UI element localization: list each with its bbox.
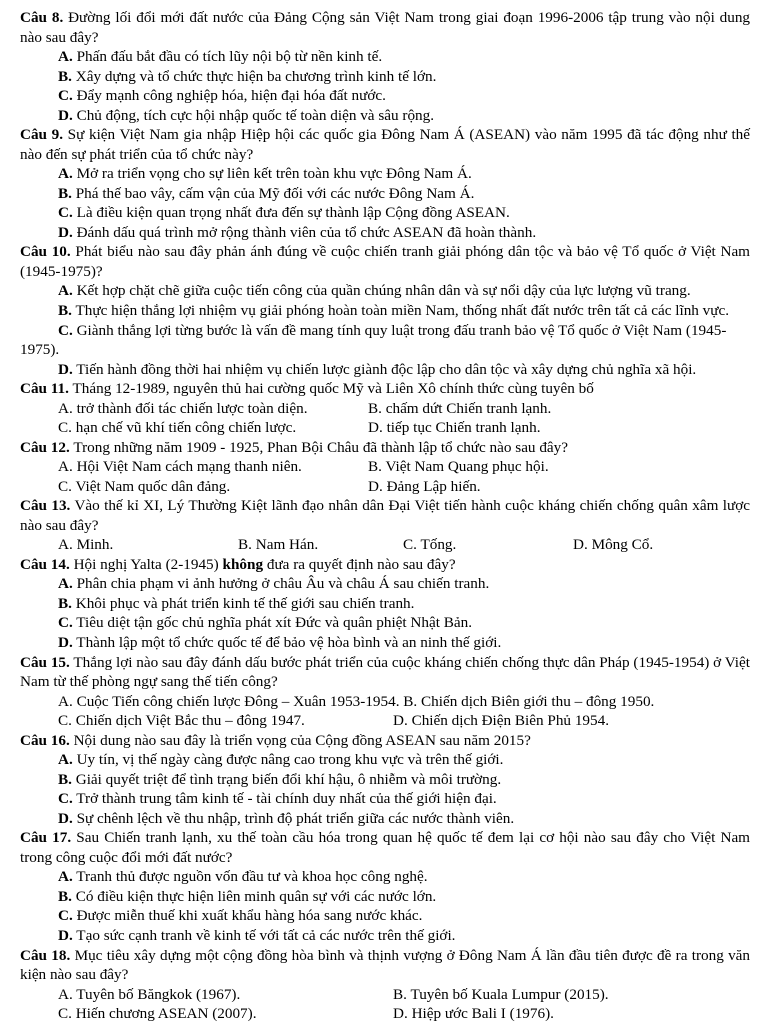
- option-text: Tuyên bố Băngkok (1967).: [76, 985, 241, 1003]
- option-text: Việt Nam Quang phục hội.: [385, 458, 549, 476]
- answer-option[interactable]: [20, 86, 750, 106]
- option-text: Giải quyết triệt để tình trạng biến đổi khí hậu, ô nhiễm và môi trường.: [75, 770, 502, 788]
- question-block: [20, 125, 750, 242]
- option-text: Phá thế bao vây, cấm vận của Mỹ đối với các nước Đông Nam Á.: [75, 184, 475, 202]
- option-text: Phân chia phạm vi ảnh hưởng ở châu Âu và châu Á sau chiến tranh.: [76, 575, 490, 593]
- question-block: [20, 946, 750, 1024]
- answer-option[interactable]: [58, 418, 368, 438]
- question-number: Câu 16.: [20, 731, 70, 749]
- option-label: C.: [58, 907, 73, 925]
- question-number: Câu 18.: [20, 946, 71, 964]
- option-label: A.: [58, 165, 73, 183]
- option-text: hạn chế vũ khí tiến công chiến lược.: [75, 419, 297, 437]
- answer-option[interactable]: [393, 1004, 554, 1024]
- question-number: Câu 15.: [20, 653, 70, 671]
- answer-option[interactable]: [393, 985, 609, 1005]
- option-text: Chiến dịch Điện Biên Phủ 1954.: [411, 712, 609, 730]
- option-text: Sự chênh lệch về thu nhập, trình độ phát triển giữa các nước thành viên.: [76, 809, 515, 827]
- question-text: Phát biểu nào sau đây phản ánh đúng về cuộc chiến tranh giải phóng dân tộc và bảo vệ Tổ quốc ở Việt Nam (1945-1975)?: [20, 243, 750, 280]
- option-label: C.: [58, 321, 73, 339]
- answer-option[interactable]: [58, 399, 368, 419]
- option-text: Mông Cổ.: [591, 536, 654, 554]
- question-text: Sự kiện Việt Nam gia nhập Hiệp hội các quốc gia Đông Nam Á (ASEAN) vào năm 1995 đã tác động như thế nào đến sự phát triển của tổ chức này?: [20, 126, 750, 163]
- option-text: Hiệp ước Bali I (1976).: [411, 1005, 554, 1023]
- option-row: [20, 399, 750, 419]
- answer-option[interactable]: [368, 418, 541, 438]
- question-stem: [20, 379, 750, 399]
- question-text: Nội dung nào sau đây là triển vọng của Cộng đồng ASEAN sau năm 2015?: [73, 731, 531, 749]
- option-label: B.: [403, 692, 418, 710]
- option-label: A.: [58, 399, 73, 417]
- option-label: C.: [58, 477, 72, 495]
- answer-option[interactable]: [368, 477, 481, 497]
- question-text-part: đưa ra quyết định nào sau đây?: [263, 555, 456, 573]
- answer-option[interactable]: [20, 750, 750, 770]
- option-row: [20, 418, 750, 438]
- question-text: Thắng lợi nào sau đây đánh dấu bước phát triển của cuộc kháng chiến chống thực dân Pháp (1945-1954) ở Việt Nam từ thế phòng ngự sang thế tiến công?: [20, 653, 750, 691]
- answer-option[interactable]: [20, 47, 750, 67]
- option-row: [20, 711, 750, 731]
- option-text: Thành lập một tổ chức quốc tế để bảo vệ hòa bình và an ninh thế giới.: [76, 634, 502, 651]
- option-label: B.: [238, 536, 252, 554]
- question-stem: [20, 653, 750, 692]
- question-number: Câu 17.: [20, 829, 72, 847]
- answer-option[interactable]: [573, 535, 653, 555]
- option-text: Uy tín, vị thế ngày càng được nâng cao trong khu vực và trên thế giới.: [76, 751, 504, 769]
- option-label: D.: [58, 223, 73, 241]
- option-text: Được miễn thuế khi xuất khẩu hàng hóa sang nước khác.: [76, 907, 423, 925]
- option-text: trở thành đối tác chiến lược toàn diện.: [76, 399, 308, 417]
- option-row: [20, 535, 750, 555]
- answer-option[interactable]: [58, 1004, 393, 1024]
- option-text: chấm dứt Chiến tranh lạnh.: [385, 399, 552, 417]
- question-stem: [20, 828, 750, 867]
- option-text: Tạo sức cạnh tranh về kinh tế với tất cả các nước trên thế giới.: [76, 926, 456, 944]
- question-stem: [20, 438, 750, 458]
- option-label: A.: [58, 985, 73, 1003]
- answer-option[interactable]: [20, 67, 750, 87]
- option-text: Phấn đấu bắt đầu có tích lũy nội bộ từ nền kinh tế.: [76, 48, 383, 66]
- option-label: A.: [58, 751, 73, 769]
- question-block: [20, 242, 750, 379]
- answer-option[interactable]: [58, 711, 393, 731]
- question-block: [20, 438, 750, 497]
- option-label: C.: [58, 614, 73, 632]
- answer-option[interactable]: [393, 711, 609, 731]
- question-text: Vào thế kỉ XI, Lý Thường Kiệt lãnh đạo nhân dân Đại Việt tiến hành cuộc kháng chiến chống quân xâm lược nào sau đây?: [20, 497, 750, 534]
- option-label: D.: [58, 809, 73, 827]
- option-text: Hiến chương ASEAN (2007).: [75, 1005, 257, 1023]
- question-text-emphasis: không: [222, 555, 264, 573]
- option-label: D.: [58, 106, 73, 124]
- answer-option[interactable]: [58, 985, 393, 1005]
- option-label: C.: [403, 536, 417, 554]
- option-label: D.: [58, 634, 73, 651]
- question-number: Câu 8.: [20, 9, 64, 26]
- answer-option[interactable]: [20, 594, 750, 614]
- option-text: Tranh thủ được nguồn vốn đầu tư và khoa học công nghệ.: [76, 868, 428, 886]
- option-text: Chủ động, tích cực hội nhập quốc tế toàn diện và sâu rộng.: [76, 106, 435, 124]
- option-row: [20, 477, 750, 497]
- question-block: [20, 8, 750, 125]
- option-text: Nam Hán.: [255, 536, 319, 554]
- option-label: D.: [393, 1005, 408, 1023]
- question-block: [20, 653, 750, 731]
- option-text: Minh.: [76, 536, 114, 554]
- answer-option[interactable]: [20, 809, 750, 829]
- option-text: Đẩy mạnh công nghiệp hóa, hiện đại hóa đất nước.: [76, 87, 386, 105]
- option-label: C.: [58, 790, 73, 808]
- question-text: Sau Chiến tranh lạnh, xu thế toàn cầu hóa trong quan hệ quốc tế đem lại cơ hội nào sau đây cho Việt Nam trong công cuộc đổi mới đất nước?: [20, 829, 750, 866]
- option-label: D.: [58, 360, 73, 378]
- answer-option[interactable]: [20, 633, 750, 653]
- answer-option[interactable]: [58, 535, 238, 555]
- question-number: Câu 12.: [20, 438, 70, 456]
- answer-option[interactable]: [20, 574, 750, 594]
- option-label: D.: [393, 712, 408, 730]
- option-row: [20, 457, 750, 477]
- option-label: B.: [58, 301, 72, 319]
- answer-option[interactable]: [238, 535, 403, 555]
- option-text: Việt Nam quốc dân đảng.: [75, 477, 231, 495]
- option-text: Đánh dấu quá trình mở rộng thành viên của tổ chức ASEAN đã hoàn thành.: [76, 223, 537, 241]
- option-text: Chiến dịch Việt Bắc thu – đông 1947.: [75, 712, 305, 730]
- question-text: Đường lối đổi mới đất nước của Đảng Cộng sản Việt Nam trong giai đoạn 1996-2006 tập trung vào nội dung nào sau đây?: [20, 9, 751, 46]
- question-block: [20, 731, 750, 829]
- option-text: Đảng Lập hiến.: [386, 477, 481, 495]
- answer-option[interactable]: [58, 457, 368, 477]
- option-label: A.: [58, 868, 73, 886]
- option-text: Giành thắng lợi từng bước là vấn đề mang tính quy luật trong đấu tranh bảo vệ Tổ quốc ở Việt Nam (1945-1975).: [20, 321, 727, 359]
- option-text: Kết hợp chặt chẽ giữa cuộc tiến công của quần chúng nhân dân và sự nổi dậy của lực lượng vũ trang.: [76, 282, 691, 300]
- answer-option[interactable]: [20, 106, 750, 126]
- option-label: C.: [58, 1005, 72, 1023]
- question-stem: [20, 8, 750, 47]
- answer-option[interactable]: [58, 477, 368, 497]
- answer-option[interactable]: [20, 223, 750, 243]
- option-label: A.: [58, 282, 73, 300]
- option-text: Khôi phục và phát triển kinh tế thế giới sau chiến tranh.: [75, 594, 415, 612]
- question-block: [20, 496, 750, 555]
- answer-option[interactable]: [20, 906, 750, 926]
- option-text: tiếp tục Chiến tranh lạnh.: [386, 419, 541, 437]
- option-text: Là điều kiện quan trọng nhất đưa đến sự thành lập Cộng đồng ASEAN.: [76, 204, 510, 222]
- option-label: B.: [58, 594, 72, 612]
- option-text: Tiến hành đồng thời hai nhiệm vụ chiến lược giành độc lập cho dân tộc và xây dựng chủ nghĩa xã hội.: [76, 360, 697, 378]
- question-text: Tháng 12-1989, nguyên thủ hai cường quốc Mỹ và Liên Xô chính thức cùng tuyên bố: [72, 380, 594, 398]
- option-label: B.: [368, 399, 382, 417]
- question-text: Trong những năm 1909 - 1925, Phan Bội Châu đã thành lập tổ chức nào sau đây?: [73, 438, 568, 456]
- question-stem: [20, 125, 750, 164]
- option-label: C.: [58, 204, 73, 222]
- option-text: Thực hiện thắng lợi nhiệm vụ giải phóng hoàn toàn miền Nam, thống nhất đất nước trên tất cả các lĩnh vực.: [75, 301, 730, 319]
- answer-option[interactable]: [20, 301, 750, 321]
- option-label: D.: [58, 926, 73, 944]
- option-label: B.: [368, 458, 382, 476]
- option-text: Cuộc Tiến công chiến lược Đông – Xuân 1953-1954.: [76, 692, 400, 710]
- answer-option[interactable]: [20, 613, 750, 633]
- answer-option[interactable]: [20, 184, 750, 204]
- answer-option[interactable]: [20, 164, 750, 184]
- question-stem: [20, 946, 750, 985]
- answer-option[interactable]: [20, 321, 750, 360]
- option-row: [20, 1004, 750, 1024]
- option-label: B.: [58, 184, 72, 202]
- answer-option[interactable]: [58, 693, 400, 710]
- option-label: A.: [58, 48, 73, 66]
- answer-option[interactable]: [20, 926, 750, 946]
- option-label: C.: [58, 419, 72, 437]
- option-text: Tống.: [420, 536, 457, 554]
- option-label: D.: [368, 477, 383, 495]
- option-label: D.: [573, 536, 588, 554]
- question-number: Câu 10.: [20, 243, 71, 261]
- option-label: C.: [58, 712, 72, 730]
- answer-option[interactable]: [20, 789, 750, 809]
- option-text: Tuyên bố Kuala Lumpur (2015).: [410, 985, 609, 1003]
- question-number: Câu 13.: [20, 497, 71, 515]
- answer-option[interactable]: [20, 887, 750, 907]
- option-label: A.: [58, 458, 73, 476]
- question-stem: [20, 242, 750, 281]
- question-number: Câu 11.: [20, 380, 69, 398]
- answer-option[interactable]: [403, 693, 654, 710]
- answer-option[interactable]: [20, 203, 750, 223]
- option-label: D.: [368, 419, 383, 437]
- question-text-part: Hội nghị Yalta (2-1945): [73, 555, 223, 573]
- question-stem: [20, 496, 750, 535]
- question-stem: [20, 555, 750, 575]
- option-label: B.: [58, 770, 72, 788]
- option-text: Hội Việt Nam cách mạng thanh niên.: [76, 458, 302, 476]
- question-block: [20, 555, 750, 653]
- answer-option[interactable]: [20, 281, 750, 301]
- option-text: Tiêu diệt tận gốc chủ nghĩa phát xít Đức và quân phiệt Nhật Bản.: [76, 614, 473, 632]
- option-label: B.: [58, 67, 72, 85]
- option-label: A.: [58, 692, 73, 710]
- question-number: Câu 9.: [20, 126, 64, 144]
- answer-option[interactable]: [403, 535, 573, 555]
- answer-option[interactable]: [20, 867, 750, 887]
- option-label: C.: [58, 87, 73, 105]
- question-stem: [20, 731, 750, 751]
- option-label: B.: [58, 887, 72, 905]
- answer-option[interactable]: [368, 399, 551, 419]
- answer-option[interactable]: [20, 360, 750, 380]
- option-text: Trở thành trung tâm kinh tế - tài chính duy nhất của thế giới hiện đại.: [76, 790, 497, 808]
- option-row: [20, 985, 750, 1005]
- option-label: B.: [393, 985, 407, 1003]
- option-label: A.: [58, 536, 73, 554]
- question-block: [20, 379, 750, 438]
- question-text: Mục tiêu xây dựng một cộng đồng hòa bình và thịnh vượng ở Đông Nam Á lần đầu tiên được đề ra trong văn kiện nào sau đây?: [20, 946, 750, 984]
- option-text: Chiến dịch Biên giới thu – đông 1950.: [421, 692, 655, 710]
- question-block: [20, 828, 750, 945]
- question-number: Câu 14.: [20, 555, 70, 573]
- option-text: Xây dựng và tổ chức thực hiện ba chương trình kinh tế lớn.: [75, 67, 437, 85]
- option-text: Mở ra triển vọng cho sự liên kết trên toàn khu vực Đông Nam Á.: [76, 165, 472, 183]
- option-row: [20, 692, 750, 712]
- option-label: A.: [58, 575, 73, 593]
- answer-option[interactable]: [368, 457, 549, 477]
- answer-option[interactable]: [20, 770, 750, 790]
- option-text: Có điều kiện thực hiện liên minh quân sự với các nước lớn.: [75, 887, 437, 905]
